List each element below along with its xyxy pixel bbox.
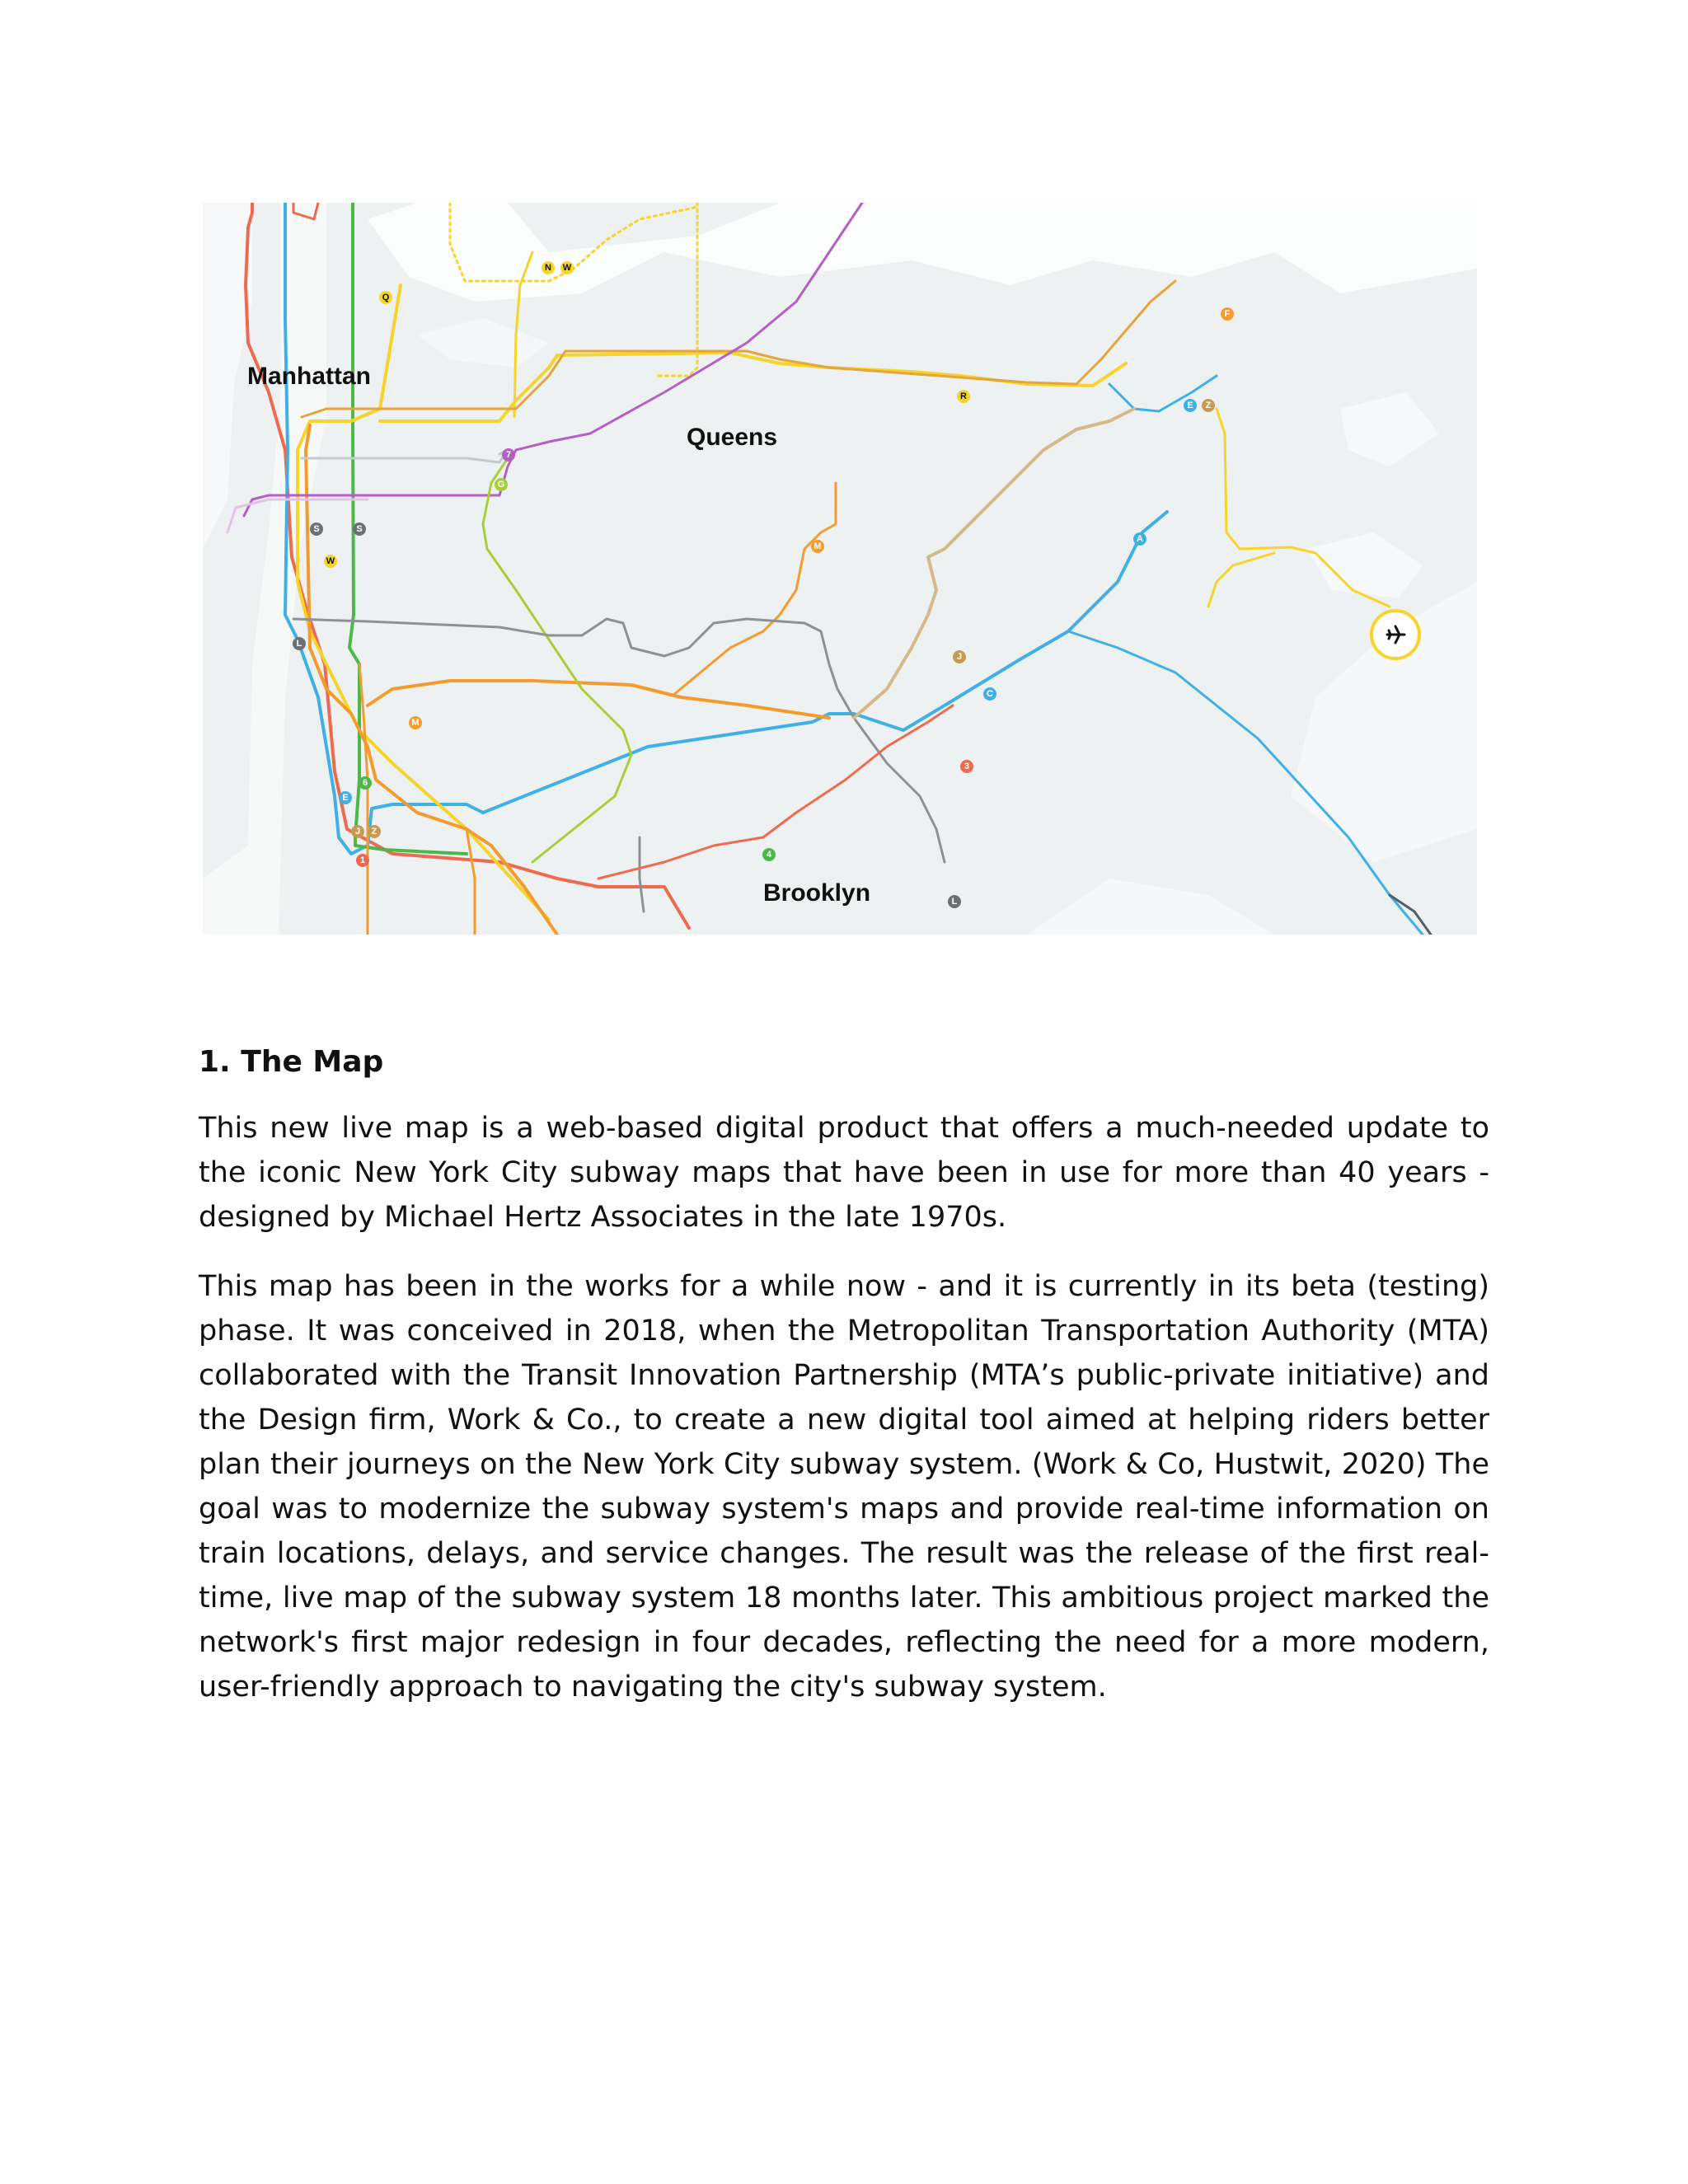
route-badge-m-queens: [811, 540, 824, 553]
svg-text:6: 6: [362, 778, 368, 788]
route-badge-7: [502, 448, 515, 462]
route-badge-j-downtown: [351, 825, 364, 838]
map-label-queens: Queens: [687, 424, 778, 451]
route-badge-g: [495, 478, 508, 491]
svg-text:W: W: [562, 263, 572, 273]
svg-text:Z: Z: [371, 827, 377, 837]
svg-text:L: L: [296, 639, 302, 649]
body-paragraph-1: This new live map is a web-based digital product that offers a much-needed update to the iconic New York City subway maps that have been in use for more than 40 years - designed by Michael Hertz Associates in the late 1970s.: [199, 1112, 1489, 1234]
route-badge-f: [1221, 307, 1234, 321]
route-badge-n: [542, 261, 555, 274]
svg-text:J: J: [354, 827, 361, 837]
svg-text:J: J: [956, 652, 963, 662]
route-badge-w: [324, 555, 337, 568]
subway-map-figure: [203, 203, 1477, 935]
svg-text:4: 4: [766, 850, 772, 860]
svg-text:N: N: [545, 263, 551, 273]
svg-text:G: G: [497, 480, 505, 490]
section-heading: 1. The Map: [199, 1045, 384, 1079]
svg-text:F: F: [1224, 309, 1231, 319]
route-badge-l-brooklyn: [948, 895, 961, 908]
map-label-manhattan: Manhattan: [247, 363, 371, 390]
route-badge-a: [1133, 532, 1146, 546]
subway-map-svg: [203, 203, 1477, 935]
svg-text:7: 7: [505, 450, 512, 460]
svg-text:M: M: [411, 718, 420, 728]
map-land: [203, 203, 1477, 935]
route-badge-l-manhattan: [293, 637, 306, 650]
svg-text:S: S: [356, 524, 363, 534]
route-badge-4: [762, 848, 776, 861]
route-badge-r: [957, 390, 970, 403]
svg-text:Z: Z: [1205, 401, 1212, 410]
svg-text:R: R: [960, 391, 967, 401]
route-badge-j-queens: [953, 650, 966, 663]
route-badge-m-manhattan: [409, 716, 422, 729]
svg-text:E: E: [1187, 401, 1193, 410]
route-badge-3: [960, 760, 973, 773]
svg-text:S: S: [313, 524, 320, 534]
article-section: [199, 1040, 1489, 1734]
route-badge-e: [1184, 399, 1197, 412]
svg-text:1: 1: [359, 855, 366, 865]
route-badge-s2: [353, 523, 366, 536]
svg-text:E: E: [342, 793, 349, 803]
route-badge-c: [983, 687, 996, 701]
body-paragraph-2: This map has been in the works for a while now - and it is currently in its beta (testing) phase. It was conceived in 2018, when the Metropolitan Transportation Authority (MTA) collaborated with the Transit Innovation Partnership (MTA’s public-private initiative) and the Design firm, Work & Co., to create a new digital tool aimed at helping riders better plan their journeys on the New York City subway system. (Work & Co, Hustwit, 2020) The goal was to modernize the subway system's maps and provide real-time information on train locations, delays, and service changes. The result was the release of the first real-time, live map of the subway system 18 months later. This ambitious project marked the network's first major redesign in four decades, reflecting the need for a more modern, user-friendly approach to navigating the city's subway system.: [199, 1270, 1489, 1704]
svg-text:M: M: [814, 541, 822, 551]
airplane-icon: [1372, 611, 1419, 658]
route-badge-1: [356, 854, 369, 867]
route-badge-w-top: [560, 261, 574, 274]
route-badge-e-downtown: [339, 791, 352, 804]
svg-text:C: C: [987, 689, 993, 699]
svg-text:3: 3: [964, 762, 970, 771]
svg-text:W: W: [326, 556, 335, 566]
route-badge-s1: [310, 523, 323, 536]
svg-text:Q: Q: [382, 293, 390, 302]
route-badge-z-queens: [1202, 399, 1215, 412]
map-label-brooklyn: Brooklyn: [763, 879, 871, 907]
svg-text:L: L: [951, 897, 958, 907]
route-badge-6: [359, 776, 372, 790]
route-badge-z-downtown: [368, 825, 381, 838]
route-badge-q: [379, 291, 392, 304]
svg-text:A: A: [1137, 534, 1143, 544]
